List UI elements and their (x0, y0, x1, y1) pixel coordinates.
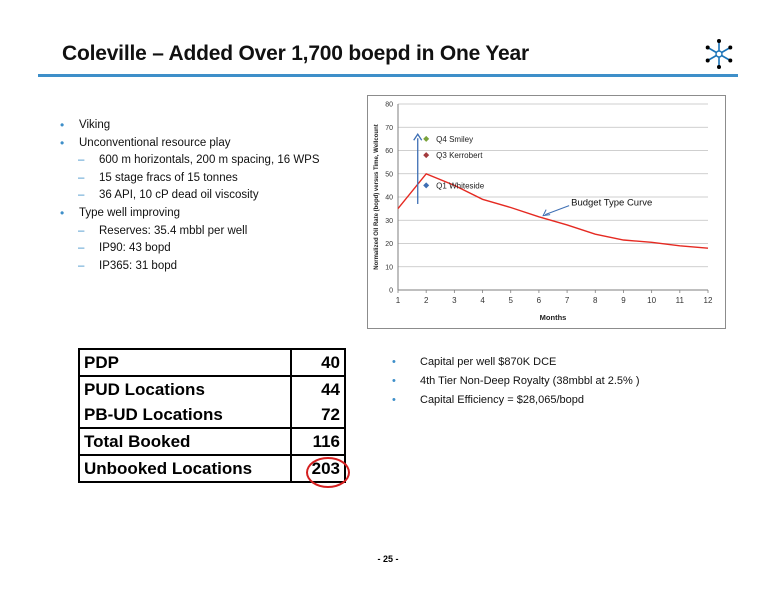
x-tick-label: 6 (536, 296, 542, 305)
row-label: Total Booked (79, 428, 291, 455)
x-tick-label: 12 (703, 296, 713, 305)
y-axis-label: Normalized Oil Rate (bopd) versus Time, Wellcount (374, 124, 380, 270)
data-point-diamond (423, 152, 429, 158)
sub-bullet-item: – 15 stage fracs of 15 tonnes (60, 170, 320, 188)
row-label: Unbooked Locations (79, 455, 291, 482)
bullet-item: • Capital Efficiency = $28,065/bopd (392, 391, 640, 410)
y-tick-label: 70 (385, 124, 393, 132)
capital-bullet-list (392, 353, 640, 410)
bullet-item: • 4th Tier Non-Deep Royalty (38mbbl at 2.5% ) (392, 372, 640, 391)
data-point-label: Q4 Smiley (436, 134, 474, 144)
y-tick-label: 0 (389, 287, 393, 295)
data-point-label: Q3 Kerrobert (436, 151, 483, 161)
table-row (79, 455, 345, 482)
locations-table (78, 348, 346, 483)
x-tick-label: 5 (508, 296, 513, 305)
y-tick-label: 40 (385, 194, 393, 202)
bullet-item: • Unconventional resource play (60, 135, 320, 153)
y-tick-label: 30 (385, 217, 393, 225)
snowflake-logo-icon (703, 38, 735, 70)
sub-bullet-item: – IP365: 31 bopd (60, 258, 320, 276)
sub-bullet-item: – 36 API, 10 cP dead oil viscosity (60, 187, 320, 205)
table-row (79, 402, 345, 428)
y-tick-label: 80 (385, 101, 393, 109)
x-tick-label: 2 (423, 296, 429, 305)
chart-svg (368, 96, 725, 328)
annotation-arrow-shaft (545, 206, 569, 215)
page-number: - 25 - (377, 554, 399, 564)
x-tick-label: 7 (564, 296, 570, 305)
table-row (79, 349, 345, 376)
highlight-circle (306, 457, 350, 488)
x-tick-label: 1 (395, 296, 401, 305)
data-point-diamond (423, 136, 429, 142)
row-value: 116 (291, 428, 345, 455)
x-tick-label: 11 (675, 296, 684, 305)
x-tick-label: 10 (647, 296, 657, 305)
row-label: PUD Locations (79, 376, 291, 402)
y-tick-label: 20 (385, 241, 393, 248)
row-value: 44 (291, 376, 345, 402)
sub-bullet-item: – Reserves: 35.4 mbbl per well (60, 223, 320, 241)
type-curve-chart (367, 95, 726, 329)
row-label: PDP (84, 352, 119, 372)
row-value: 72 (291, 402, 345, 428)
x-tick-label: 9 (621, 296, 626, 305)
data-point-diamond (423, 182, 429, 188)
sub-bullet-item: – IP90: 43 bopd (60, 240, 320, 258)
x-tick-label: 8 (593, 296, 598, 305)
y-tick-label: 60 (385, 148, 393, 155)
row-value: 40 (291, 349, 345, 376)
x-tick-label: 3 (452, 296, 457, 305)
y-tick-label: 50 (385, 171, 393, 179)
bullet-item: • Type well improving (60, 205, 320, 223)
row-label: PB-UD Locations (84, 404, 223, 424)
annotation-label: Budget Type Curve (571, 197, 653, 209)
table-row (79, 428, 345, 455)
title-underline (38, 74, 738, 77)
bullet-item: • Viking (60, 117, 320, 135)
table-row (79, 376, 345, 402)
y-tick-label: 10 (385, 264, 393, 272)
data-point-label: Q1 Whiteside (436, 181, 485, 191)
bullet-item: • Capital per well $870K DCE (392, 353, 640, 372)
bullet-list (60, 117, 320, 275)
x-axis-label: Months (539, 313, 567, 322)
page-title: Coleville – Added Over 1,700 boepd in One Year (62, 42, 529, 65)
x-tick-label: 4 (480, 296, 485, 305)
sub-bullet-item: – 600 m horizontals, 200 m spacing, 16 WPS (60, 152, 320, 170)
row-value: 203 (291, 455, 345, 482)
